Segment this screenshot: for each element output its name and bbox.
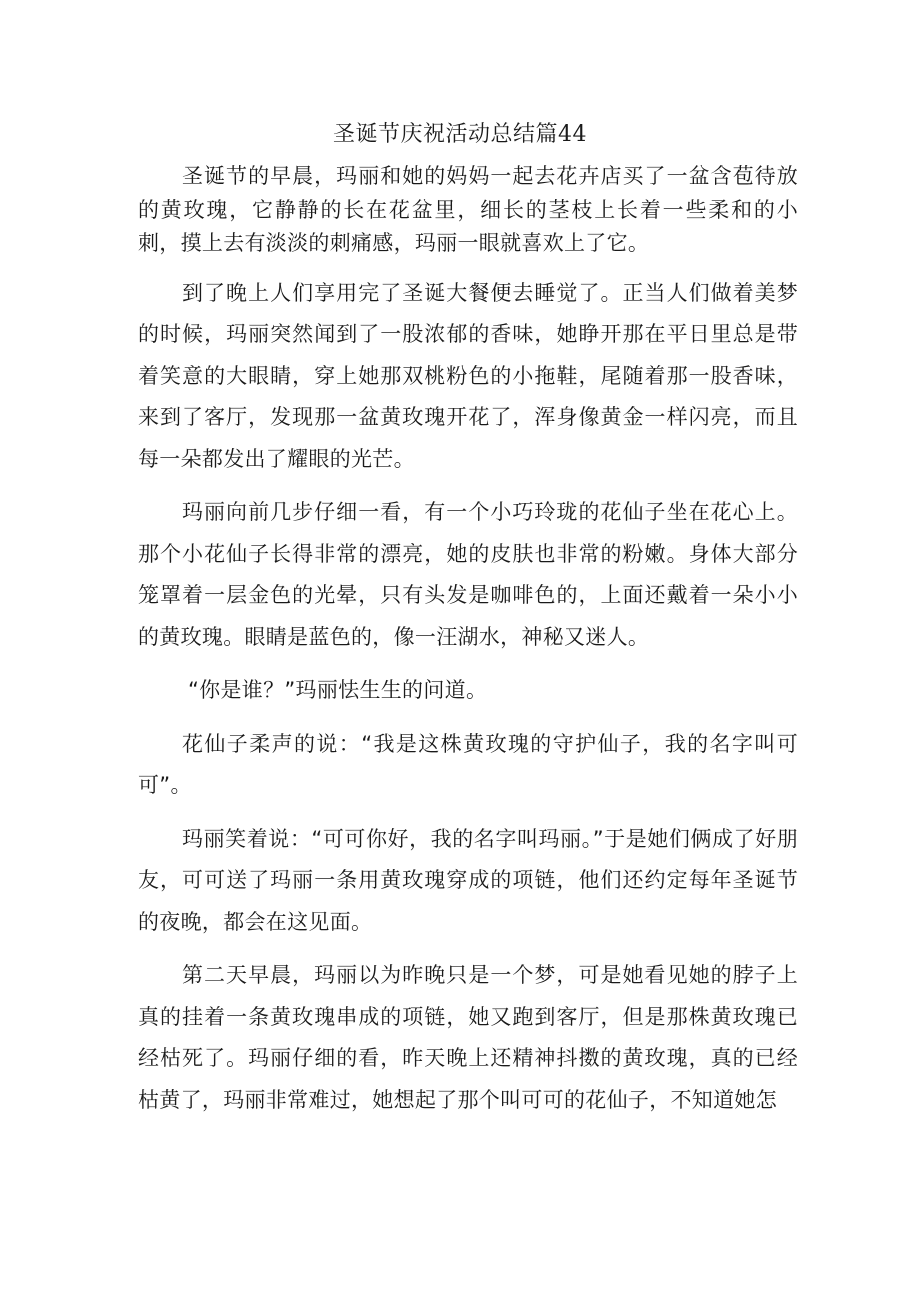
paragraph-2: 到了晚上人们享用完了圣诞大餐便去睡觉了。正当人们做着美梦的时候，玛丽突然闻到了一股浓郁的香味，她睁开那在平日里总是带着笑意的大眼睛，穿上她那双桃粉色的小拖鞋，尾随着那一股香味，来到了客厅，发现那一盆黄玫瑰开花了，浑身像黄金一样闪亮，而且每一朵都发出了耀眼的光芒。 — [138, 280, 798, 471]
paragraph-7: 第二天早晨，玛丽以为昨晚只是一个梦，可是她看见她的脖子上真的挂着一条黄玫瑰串成的项链，她又跑到客厅，但是那株黄玫瑰已经枯死了。玛丽仔细的看，昨天晚上还精神抖擞的黄玫瑰，真的已经枯黄了，玛丽非常难过，她想起了那个叫可可的花仙子，不知道她怎 — [138, 963, 798, 1112]
paragraph-1: 圣诞节的早晨，玛丽和她的妈妈一起去花卉店买了一盆含苞待放的黄玫瑰，它静静的长在花盆里，细长的茎枝上长着一些柔和的小刺，摸上去有淡淡的刺痛感，玛丽一眼就喜欢上了它。 — [138, 164, 798, 255]
document-title: 圣诞节庆祝活动总结篇44 — [333, 122, 587, 147]
paragraph-4: “你是谁？”玛丽怯生生的问道。 — [188, 678, 488, 702]
document-body — [138, 160, 798, 1133]
paragraph-6: 玛丽笑着说：“可可你好，我的名字叫玛丽。”于是她们俩成了好朋友，可可送了玛丽一条用黄玫瑰穿成的项链，他们还约定每年圣诞节的夜晚，都会在这见面。 — [138, 826, 798, 934]
paragraph-5: 花仙子柔声的说：“我是这株黄玫瑰的守护仙子，我的名字叫可可”。 — [138, 731, 798, 797]
paragraph-3: 玛丽向前几步仔细一看，有一个小巧玲珑的花仙子坐在花心上。那个小花仙子长得非常的漂亮，她的皮肤也非常的粉嫩。身体大部分笼罩着一层金色的光晕，只有头发是咖啡色的，上面还戴着一朵小小的黄玫瑰。眼睛是蓝色的，像一汪湖水，神秘又迷人。 — [138, 500, 798, 649]
